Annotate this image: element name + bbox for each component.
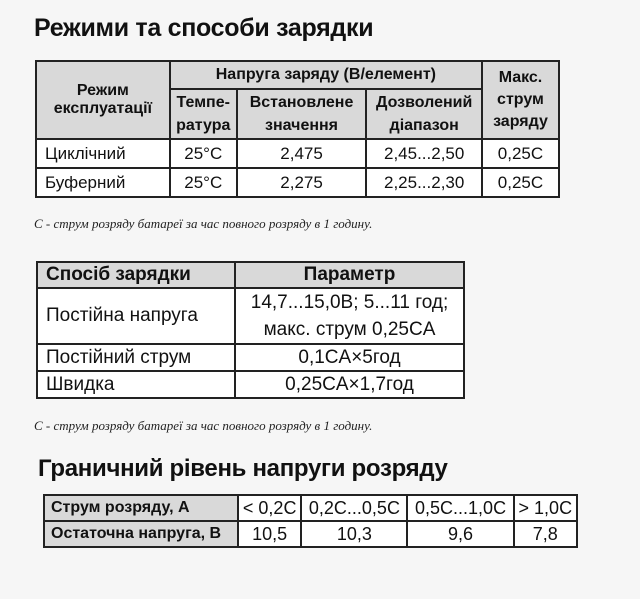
cell-voltage: 9,6 [407,521,513,547]
table-row [37,344,464,371]
cell-voltage: 7,8 [514,521,577,547]
table-row [37,371,464,398]
cell-mode: Буферний [36,168,170,197]
cell-max: 0,25C [482,139,559,168]
cell-parameter [235,288,464,344]
charge-methods-table [36,261,465,399]
header-voltage: Напруга заряду (В/елемент) [170,61,482,89]
title-discharge-voltage: Граничний рівень напруги розряду [38,455,448,482]
header-max-current: Макс. струм заряду [482,61,559,139]
table-row [36,139,559,168]
cell-temp: 25°C [170,139,237,168]
parameter-line: макс. струм 0,25CA [263,319,436,340]
header-parameter: Параметр [235,262,464,288]
cell-range: 2,45...2,50 [366,139,482,168]
table-row [44,495,577,521]
header-temperature: Темпе-ратура [170,89,237,139]
cell-set: 2,275 [237,168,367,197]
title-charge-modes: Режими та способи зарядки [34,14,374,42]
table-row [44,521,577,547]
table-row [37,288,464,344]
footnote-2: C - струм розряду батареї за час повного розряду в 1 годину. [34,418,373,433]
cell-method: Швидка [37,371,235,398]
charge-modes-table [35,60,560,198]
header-set-value: Встановлене значення [237,89,367,139]
cell-current: 0,5C...1,0C [407,495,513,521]
cell-voltage: 10,5 [238,521,301,547]
cell-range: 2,25...2,30 [366,168,482,197]
table-row [36,168,559,197]
cell-set: 2,475 [237,139,367,168]
cell-current: < 0,2C [238,495,301,521]
cell-temp: 25°C [170,168,237,197]
cell-voltage: 10,3 [301,521,407,547]
parameter-line: 14,7...15,0В; 5...11 год; [250,292,449,313]
cell-method: Постійний струм [37,344,235,371]
footnote-1: C - струм розряду батареї за час повного розряду в 1 годину. [34,216,373,231]
cell-method: Постійна напруга [37,288,235,344]
header-method: Спосіб зарядки [37,262,235,288]
discharge-voltage-table [43,494,578,548]
header-allowed-range: Дозволений діапазон [366,89,482,139]
cell-current: 0,2C...0,5C [301,495,407,521]
cell-max: 0,25C [482,168,559,197]
cell-parameter: 0,25CA×1,7год [235,371,464,398]
row-label-current: Струм розряду, А [44,495,238,521]
cell-mode: Циклічний [36,139,170,168]
row-label-voltage: Остаточна напруга, В [44,521,238,547]
header-mode: Режим експлуатації [36,61,170,139]
cell-parameter: 0,1CA×5год [235,344,464,371]
cell-current: > 1,0C [514,495,577,521]
